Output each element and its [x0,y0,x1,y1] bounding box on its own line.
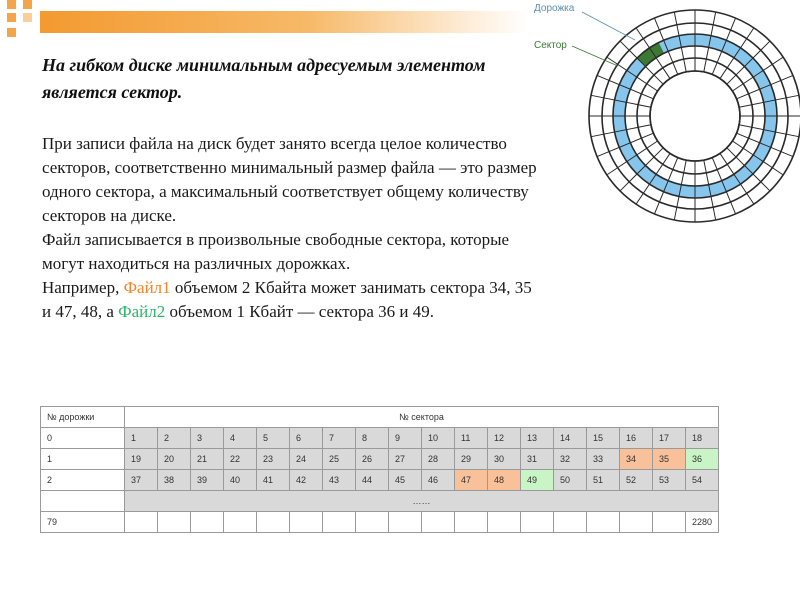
ellipsis-cell: …… [125,491,719,512]
sector-cell: 11 [455,428,488,449]
sector-cell: 12 [488,428,521,449]
sector-cell: 36 [686,449,719,470]
sector-cell: 35 [653,449,686,470]
slide-body [42,132,542,324]
table-row [41,449,719,470]
sector-cell: 52 [620,470,653,491]
sector-cell: 37 [125,470,158,491]
sector-cell [257,512,290,533]
track-label: Дорожка [534,3,575,14]
sector-cell: 44 [356,470,389,491]
sector-cell: 23 [257,449,290,470]
sector-cell: 20 [158,449,191,470]
sector-cell: 8 [356,428,389,449]
sector-cell [290,512,323,533]
sector-cell: 18 [686,428,719,449]
sector-cell: 48 [488,470,521,491]
disk-rings [589,10,800,222]
floppy-disk-diagram [520,0,800,235]
sector-cell: 30 [488,449,521,470]
sector-cell [554,512,587,533]
p3-mid: объемом 2 Кбайта может занимать сектора 34, 35 и 47, 48, а [42,278,532,321]
sector-cell: 27 [389,449,422,470]
sector-cell [455,512,488,533]
sector-cell: 31 [521,449,554,470]
sector-cell: 15 [587,428,620,449]
table-row [41,470,719,491]
sector-cell [620,512,653,533]
sector-cell: 22 [224,449,257,470]
sector-cell: 29 [455,449,488,470]
file1-label: Файл1 [123,278,171,297]
sector-cell: 2 [158,428,191,449]
sector-cell [653,512,686,533]
ellipsis-track-cell [41,491,125,512]
sector-cell: 34 [620,449,653,470]
sector-cell [356,512,389,533]
paragraph-1: При записи файла на диск будет занято всегда целое количество секторов, соответственно минимальный размер файла — это размер одного сектора, а максимальный соответствует общему количеству секторов на диске. [42,134,537,225]
p3-before: Например, [42,278,124,297]
sector-cell [389,512,422,533]
sector-cell: 53 [653,470,686,491]
sector-cell: 42 [290,470,323,491]
sector-cell [125,512,158,533]
sector-cell [488,512,521,533]
sector-cell: 1 [125,428,158,449]
sector-cell [191,512,224,533]
sector-cell: 6 [290,428,323,449]
file2-label: Файл2 [118,302,166,321]
sector-cell: 2280 [686,512,719,533]
slide-heading: На гибком диске минимальным адресуемым элементом является сектор. [42,55,486,102]
sector-cell: 25 [323,449,356,470]
track-number-cell: 2 [41,470,125,491]
sector-cell: 4 [224,428,257,449]
sector-cell: 7 [323,428,356,449]
sector-cell: 47 [455,470,488,491]
p3-after: объемом 1 Кбайт — сектора 36 и 49. [165,302,434,321]
sector-cell: 49 [521,470,554,491]
sector-cell: 45 [389,470,422,491]
sector-cell [587,512,620,533]
title-bar [40,11,528,33]
sector-cell: 41 [257,470,290,491]
track-number-cell: 1 [41,449,125,470]
sector-cell [158,512,191,533]
sector-pointer-line [572,46,618,66]
sector-table [40,406,719,533]
sector-cell: 50 [554,470,587,491]
sector-cell: 10 [422,428,455,449]
sector-cell: 40 [224,470,257,491]
sector-cell: 54 [686,470,719,491]
header-track: № дорожки [41,407,125,428]
sector-cell: 21 [191,449,224,470]
sector-cell [422,512,455,533]
sector-cell [323,512,356,533]
sector-cell: 3 [191,428,224,449]
last-track-cell: 79 [41,512,125,533]
sector-cell: 13 [521,428,554,449]
sector-cell: 14 [554,428,587,449]
sector-cell [521,512,554,533]
track-number-cell: 0 [41,428,125,449]
sector-cell: 17 [653,428,686,449]
paragraph-2: Файл записывается в произвольные свободные сектора, которые могут находиться на различных дорожках. [42,230,510,273]
sector-cell: 19 [125,449,158,470]
sector-cell: 9 [389,428,422,449]
paragraph-3 [42,276,542,324]
sector-cell: 26 [356,449,389,470]
sector-cell: 51 [587,470,620,491]
sector-cell: 46 [422,470,455,491]
sector-cell: 28 [422,449,455,470]
table-row [41,428,719,449]
sector-cell: 38 [158,470,191,491]
sector-cell: 24 [290,449,323,470]
sector-cell: 33 [587,449,620,470]
sector-cell: 5 [257,428,290,449]
sector-cell [224,512,257,533]
sector-cell: 32 [554,449,587,470]
header-sector: № сектора [125,407,719,428]
sector-cell: 16 [620,428,653,449]
sector-label: Сектор [534,40,567,51]
sector-cell: 39 [191,470,224,491]
track-pointer-line [582,12,635,40]
sector-cell: 43 [323,470,356,491]
